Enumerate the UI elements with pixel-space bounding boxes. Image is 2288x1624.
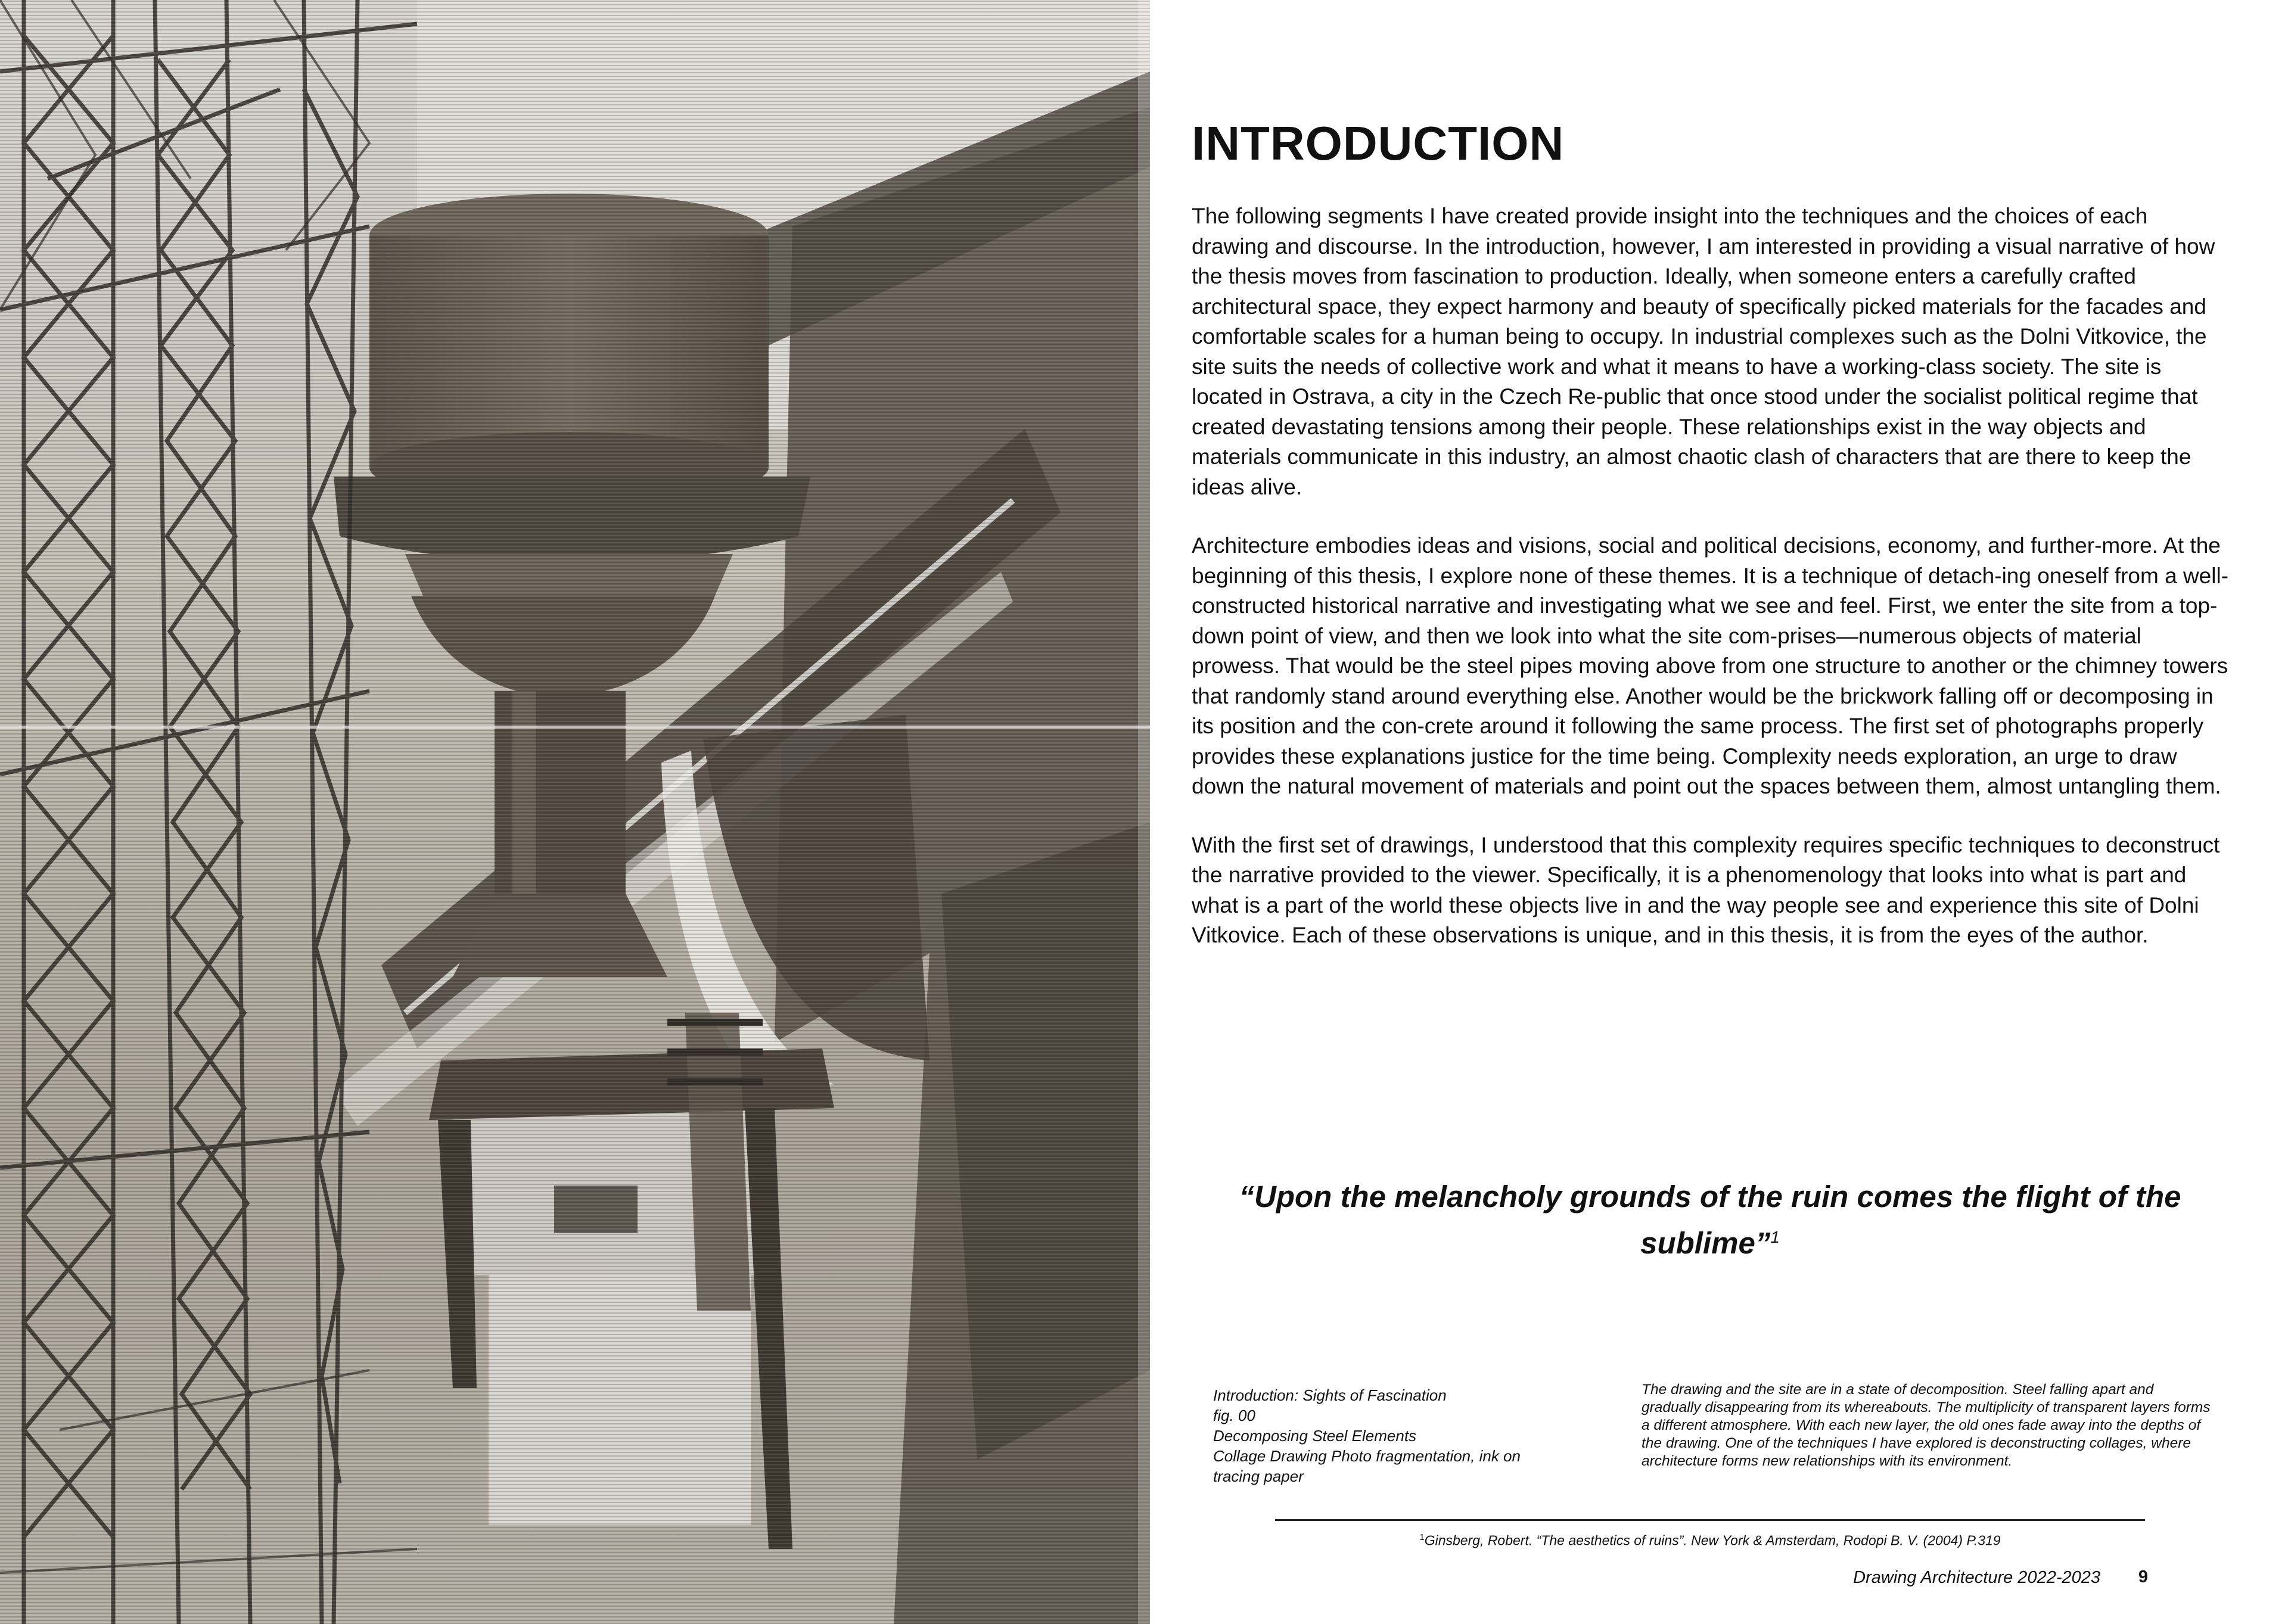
caption-line: fig. 00 bbox=[1213, 1407, 1255, 1424]
caption-line: Introduction: Sights of Fascination bbox=[1213, 1386, 1447, 1404]
paragraph-1: The following segments I have created provide insight into the techniques and the choices of each drawing and discourse. In the introduction, however, I am interested in providing a visual narrative of how the thesis moves from fascination to production. Ideally, when someone enters a carefully crafted architectural space, they expect harmony and beauty of specifically picked materials for the facades and comfortable scales for a human being to occupy. In industrial complexes such as the Dolni Vitkovice, the site suits the needs of collective work and what it means to have a working-class society. The site is located in Ostrava, a city in the Czech Re-public that once stood under the socialist political regime that created devastating tensions among their people. These relationships exist in the way objects and materials communicate in this industry, an almost chaotic clash of characters that are there to keep the ideas alive. bbox=[1192, 204, 2215, 499]
caption-line: tracing paper bbox=[1213, 1467, 1304, 1485]
text-page bbox=[1192, 0, 2240, 1624]
quote-footnote-ref: 1 bbox=[1770, 1228, 1780, 1246]
caption-line: Decomposing Steel Elements bbox=[1213, 1427, 1417, 1445]
body-text bbox=[1192, 201, 2228, 979]
footnote bbox=[1251, 1532, 2169, 1549]
running-title: Drawing Architecture 2022-2023 bbox=[1853, 1568, 2100, 1587]
footnote-text: Ginsberg, Robert. “The aesthetics of ruins”. New York & Amsterdam, Rodopi B. V. (2004) P.319 bbox=[1424, 1532, 2001, 1548]
caption-line: Collage Drawing Photo fragmentation, ink on bbox=[1213, 1447, 1521, 1465]
pull-quote-text: “Upon the melancholy grounds of the ruin comes the flight of the sublime” bbox=[1239, 1180, 2181, 1260]
page-number: 9 bbox=[2138, 1567, 2148, 1586]
paragraph-3: With the first set of drawings, I understood that this complexity requires specific techniques to deconstruct the narrative provided to the viewer. Specifically, it is a phenomenology that looks into what is part and what is a part of the world these objects live in and the way people see and experience this site of Dolni Vitkovice. Each of these observations is unique, and in this thesis, it is from the eyes of the author. bbox=[1192, 832, 2220, 947]
page-title: INTRODUCTION bbox=[1192, 117, 1565, 170]
paragraph-2: Architecture embodies ideas and visions, social and political decisions, economy, and further-more. At the beginning of this thesis, I explore none of these themes. It is a technique of detach-ing oneself from a well-constructed historical narrative and investigating what we see and feel. First, we enter the site from a top-down point of view, and then we look into what the site com-prises—numerous objects of material prowess. That would be the steel pipes moving above from one structure to another or the chimney towers that randomly stand around everything else. Another would be the brickwork falling off or decomposing in its position and the con-crete around it following the same process. The first set of photographs properly provides these explanations justice for the time being. Complexity needs exploration, an urge to draw down the natural movement of materials and point out the spaces between them, almost untangling them. bbox=[1192, 533, 2229, 798]
footnote-mark: 1 bbox=[1419, 1532, 1425, 1542]
figure-description: The drawing and the site are in a state of decomposition. Steel falling apart and gradually disappearing from its whereabouts. The multiplicity of transparent layers forms a different atmosphere. With each new layer, the old ones fade away into the depths of the drawing. One of the techniques I have explored is deconstructing collages, where architecture forms new relationships with its environment. bbox=[1642, 1382, 2211, 1469]
pull-quote bbox=[1227, 1177, 2193, 1264]
figure-caption bbox=[1213, 1385, 1594, 1486]
footnote-divider bbox=[1275, 1519, 2145, 1521]
